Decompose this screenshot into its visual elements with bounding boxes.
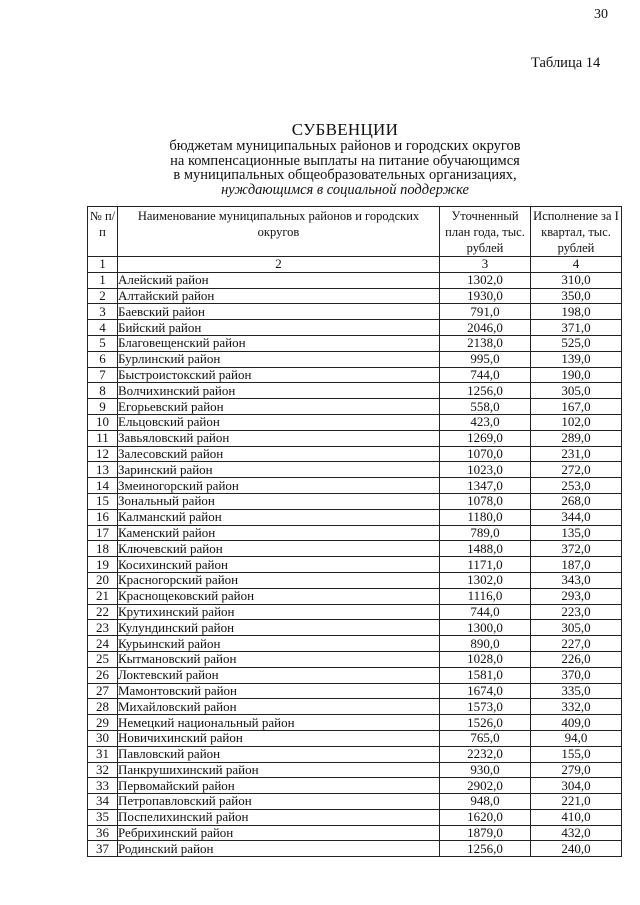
plan-value: 1078,0 bbox=[440, 493, 531, 509]
district-name: Локтевский район bbox=[118, 667, 440, 683]
table-row bbox=[88, 683, 622, 699]
row-number: 9 bbox=[88, 399, 118, 415]
table-row bbox=[88, 636, 622, 652]
table-row bbox=[88, 730, 622, 746]
district-name: Петропавловский район bbox=[118, 794, 440, 810]
actual-value: 226,0 bbox=[531, 651, 622, 667]
district-name: Калманский район bbox=[118, 509, 440, 525]
row-number: 17 bbox=[88, 525, 118, 541]
plan-value: 1171,0 bbox=[440, 557, 531, 573]
table-row bbox=[88, 414, 622, 430]
table-row bbox=[88, 825, 622, 841]
table-row bbox=[88, 572, 622, 588]
column-number: 2 bbox=[118, 257, 440, 273]
row-number: 14 bbox=[88, 478, 118, 494]
column-number: 3 bbox=[440, 257, 531, 273]
row-number: 23 bbox=[88, 620, 118, 636]
table-body bbox=[88, 272, 622, 856]
row-number: 8 bbox=[88, 383, 118, 399]
page-number: 30 bbox=[594, 7, 608, 22]
plan-value: 1347,0 bbox=[440, 478, 531, 494]
actual-value: 410,0 bbox=[531, 809, 622, 825]
row-number: 35 bbox=[88, 809, 118, 825]
table-row bbox=[88, 841, 622, 857]
table-row bbox=[88, 320, 622, 336]
row-number: 25 bbox=[88, 651, 118, 667]
actual-value: 304,0 bbox=[531, 778, 622, 794]
row-number: 29 bbox=[88, 715, 118, 731]
actual-value: 190,0 bbox=[531, 367, 622, 383]
row-number: 7 bbox=[88, 367, 118, 383]
row-number: 30 bbox=[88, 730, 118, 746]
plan-value: 948,0 bbox=[440, 794, 531, 810]
actual-value: 305,0 bbox=[531, 383, 622, 399]
actual-value: 94,0 bbox=[531, 730, 622, 746]
district-name: Ключевский район bbox=[118, 541, 440, 557]
actual-value: 223,0 bbox=[531, 604, 622, 620]
plan-value: 2902,0 bbox=[440, 778, 531, 794]
title-line-1: бюджетам муниципальных районов и городских округов bbox=[169, 138, 521, 154]
district-name: Первомайский район bbox=[118, 778, 440, 794]
table-row bbox=[88, 288, 622, 304]
plan-value: 558,0 bbox=[440, 399, 531, 415]
table-row bbox=[88, 462, 622, 478]
plan-value: 1674,0 bbox=[440, 683, 531, 699]
plan-value: 744,0 bbox=[440, 604, 531, 620]
row-number: 2 bbox=[88, 288, 118, 304]
table-row bbox=[88, 509, 622, 525]
plan-value: 2138,0 bbox=[440, 335, 531, 351]
title-line-2: на компенсационные выплаты на питание обучающимся bbox=[170, 152, 520, 169]
district-name: Кытмановский район bbox=[118, 651, 440, 667]
row-number: 20 bbox=[88, 572, 118, 588]
district-name: Поспелихинский район bbox=[118, 809, 440, 825]
table-row bbox=[88, 667, 622, 683]
plan-value: 1028,0 bbox=[440, 651, 531, 667]
plan-value: 1269,0 bbox=[440, 430, 531, 446]
actual-value: 310,0 bbox=[531, 272, 622, 288]
title-line-4: нуждающимся в социальной поддержке bbox=[221, 181, 469, 198]
district-name: Заринский район bbox=[118, 462, 440, 478]
row-number: 26 bbox=[88, 667, 118, 683]
table-row bbox=[88, 399, 622, 415]
district-name: Кулундинский район bbox=[118, 620, 440, 636]
actual-value: 139,0 bbox=[531, 351, 622, 367]
row-number: 27 bbox=[88, 683, 118, 699]
district-name: Красногорский район bbox=[118, 572, 440, 588]
district-name: Быстроистокский район bbox=[118, 367, 440, 383]
actual-value: 335,0 bbox=[531, 683, 622, 699]
row-number: 36 bbox=[88, 825, 118, 841]
actual-value: 409,0 bbox=[531, 715, 622, 731]
district-name: Панкрушихинский район bbox=[118, 762, 440, 778]
row-number: 10 bbox=[88, 414, 118, 430]
table-row bbox=[88, 809, 622, 825]
plan-value: 1581,0 bbox=[440, 667, 531, 683]
table-row bbox=[88, 699, 622, 715]
plan-value: 423,0 bbox=[440, 414, 531, 430]
plan-value: 1488,0 bbox=[440, 541, 531, 557]
actual-value: 293,0 bbox=[531, 588, 622, 604]
row-number: 21 bbox=[88, 588, 118, 604]
table-row bbox=[88, 762, 622, 778]
plan-value: 765,0 bbox=[440, 730, 531, 746]
district-name: Благовещенский район bbox=[118, 335, 440, 351]
actual-value: 343,0 bbox=[531, 572, 622, 588]
district-name: Алтайский район bbox=[118, 288, 440, 304]
table-row bbox=[88, 351, 622, 367]
district-name: Егорьевский район bbox=[118, 399, 440, 415]
district-name: Волчихинский район bbox=[118, 383, 440, 399]
row-number: 15 bbox=[88, 493, 118, 509]
district-name: Змеиногорский район bbox=[118, 478, 440, 494]
plan-value: 1180,0 bbox=[440, 509, 531, 525]
district-name: Бурлинский район bbox=[118, 351, 440, 367]
district-name: Баевский район bbox=[118, 304, 440, 320]
row-number: 34 bbox=[88, 794, 118, 810]
table-row bbox=[88, 525, 622, 541]
column-number: 4 bbox=[531, 257, 622, 273]
header-actual: Исполнение за I квартал, тыс. рублей bbox=[531, 207, 622, 257]
document-title bbox=[90, 121, 600, 197]
table-row bbox=[88, 746, 622, 762]
district-name: Мамонтовский район bbox=[118, 683, 440, 699]
row-number: 28 bbox=[88, 699, 118, 715]
plan-value: 791,0 bbox=[440, 304, 531, 320]
plan-value: 1879,0 bbox=[440, 825, 531, 841]
row-number: 3 bbox=[88, 304, 118, 320]
plan-value: 1620,0 bbox=[440, 809, 531, 825]
plan-value: 1526,0 bbox=[440, 715, 531, 731]
plan-value: 1023,0 bbox=[440, 462, 531, 478]
table-row bbox=[88, 478, 622, 494]
plan-value: 1302,0 bbox=[440, 272, 531, 288]
row-number: 16 bbox=[88, 509, 118, 525]
actual-value: 289,0 bbox=[531, 430, 622, 446]
plan-value: 1256,0 bbox=[440, 383, 531, 399]
actual-value: 370,0 bbox=[531, 667, 622, 683]
district-name: Михайловский район bbox=[118, 699, 440, 715]
district-name: Алейский район bbox=[118, 272, 440, 288]
table-header-row bbox=[88, 207, 622, 257]
table-row bbox=[88, 446, 622, 462]
table-row bbox=[88, 335, 622, 351]
subsidies-table bbox=[87, 206, 622, 857]
district-name: Зональный район bbox=[118, 493, 440, 509]
row-number: 6 bbox=[88, 351, 118, 367]
plan-value: 995,0 bbox=[440, 351, 531, 367]
actual-value: 372,0 bbox=[531, 541, 622, 557]
row-number: 33 bbox=[88, 778, 118, 794]
row-number: 18 bbox=[88, 541, 118, 557]
actual-value: 135,0 bbox=[531, 525, 622, 541]
actual-value: 305,0 bbox=[531, 620, 622, 636]
column-number: 1 bbox=[88, 257, 118, 273]
title-main: СУБВЕНЦИИ bbox=[291, 120, 399, 139]
table-row bbox=[88, 493, 622, 509]
actual-value: 332,0 bbox=[531, 699, 622, 715]
table-row bbox=[88, 541, 622, 557]
district-name: Бийский район bbox=[118, 320, 440, 336]
row-number: 19 bbox=[88, 557, 118, 573]
plan-value: 2046,0 bbox=[440, 320, 531, 336]
table-row bbox=[88, 272, 622, 288]
row-number: 13 bbox=[88, 462, 118, 478]
plan-value: 744,0 bbox=[440, 367, 531, 383]
district-name: Косихинский район bbox=[118, 557, 440, 573]
plan-value: 2232,0 bbox=[440, 746, 531, 762]
actual-value: 231,0 bbox=[531, 446, 622, 462]
plan-value: 1070,0 bbox=[440, 446, 531, 462]
plan-value: 930,0 bbox=[440, 762, 531, 778]
district-name: Крутихинский район bbox=[118, 604, 440, 620]
actual-value: 155,0 bbox=[531, 746, 622, 762]
actual-value: 272,0 bbox=[531, 462, 622, 478]
actual-value: 253,0 bbox=[531, 478, 622, 494]
plan-value: 1300,0 bbox=[440, 620, 531, 636]
actual-value: 102,0 bbox=[531, 414, 622, 430]
actual-value: 279,0 bbox=[531, 762, 622, 778]
district-name: Ельцовский район bbox=[118, 414, 440, 430]
district-name: Краснощековский район bbox=[118, 588, 440, 604]
row-number: 5 bbox=[88, 335, 118, 351]
district-name: Каменский район bbox=[118, 525, 440, 541]
header-num: № п/п bbox=[88, 207, 118, 257]
actual-value: 227,0 bbox=[531, 636, 622, 652]
district-name: Ребрихинский район bbox=[118, 825, 440, 841]
plan-value: 1256,0 bbox=[440, 841, 531, 857]
row-number: 4 bbox=[88, 320, 118, 336]
row-number: 12 bbox=[88, 446, 118, 462]
plan-value: 1930,0 bbox=[440, 288, 531, 304]
actual-value: 221,0 bbox=[531, 794, 622, 810]
table-row bbox=[88, 794, 622, 810]
actual-value: 350,0 bbox=[531, 288, 622, 304]
actual-value: 187,0 bbox=[531, 557, 622, 573]
header-plan: Уточненный план года, тыс. рублей bbox=[440, 207, 531, 257]
actual-value: 167,0 bbox=[531, 399, 622, 415]
row-number: 32 bbox=[88, 762, 118, 778]
table-row bbox=[88, 588, 622, 604]
row-number: 24 bbox=[88, 636, 118, 652]
district-name: Залесовский район bbox=[118, 446, 440, 462]
actual-value: 525,0 bbox=[531, 335, 622, 351]
table-row bbox=[88, 430, 622, 446]
plan-value: 1116,0 bbox=[440, 588, 531, 604]
actual-value: 198,0 bbox=[531, 304, 622, 320]
table-row bbox=[88, 620, 622, 636]
actual-value: 344,0 bbox=[531, 509, 622, 525]
row-number: 11 bbox=[88, 430, 118, 446]
district-name: Новичихинский район bbox=[118, 730, 440, 746]
actual-value: 371,0 bbox=[531, 320, 622, 336]
plan-value: 890,0 bbox=[440, 636, 531, 652]
table-row bbox=[88, 304, 622, 320]
district-name: Завьяловский район bbox=[118, 430, 440, 446]
row-number: 22 bbox=[88, 604, 118, 620]
row-number: 31 bbox=[88, 746, 118, 762]
district-name: Павловский район bbox=[118, 746, 440, 762]
table-row bbox=[88, 651, 622, 667]
plan-value: 1302,0 bbox=[440, 572, 531, 588]
table-row bbox=[88, 604, 622, 620]
column-numbering-row bbox=[88, 257, 622, 273]
district-name: Родинский район bbox=[118, 841, 440, 857]
district-name: Немецкий национальный район bbox=[118, 715, 440, 731]
actual-value: 432,0 bbox=[531, 825, 622, 841]
plan-value: 789,0 bbox=[440, 525, 531, 541]
table-row bbox=[88, 367, 622, 383]
table-row bbox=[88, 715, 622, 731]
table-row bbox=[88, 557, 622, 573]
row-number: 37 bbox=[88, 841, 118, 857]
table-label: Таблица 14 bbox=[531, 55, 601, 71]
header-name: Наименование муниципальных районов и городских округов bbox=[118, 207, 440, 257]
table-row bbox=[88, 778, 622, 794]
actual-value: 240,0 bbox=[531, 841, 622, 857]
table-row bbox=[88, 383, 622, 399]
actual-value: 268,0 bbox=[531, 493, 622, 509]
row-number: 1 bbox=[88, 272, 118, 288]
plan-value: 1573,0 bbox=[440, 699, 531, 715]
title-line-3: в муниципальных общеобразовательных организациях, bbox=[173, 167, 517, 183]
district-name: Курьинский район bbox=[118, 636, 440, 652]
